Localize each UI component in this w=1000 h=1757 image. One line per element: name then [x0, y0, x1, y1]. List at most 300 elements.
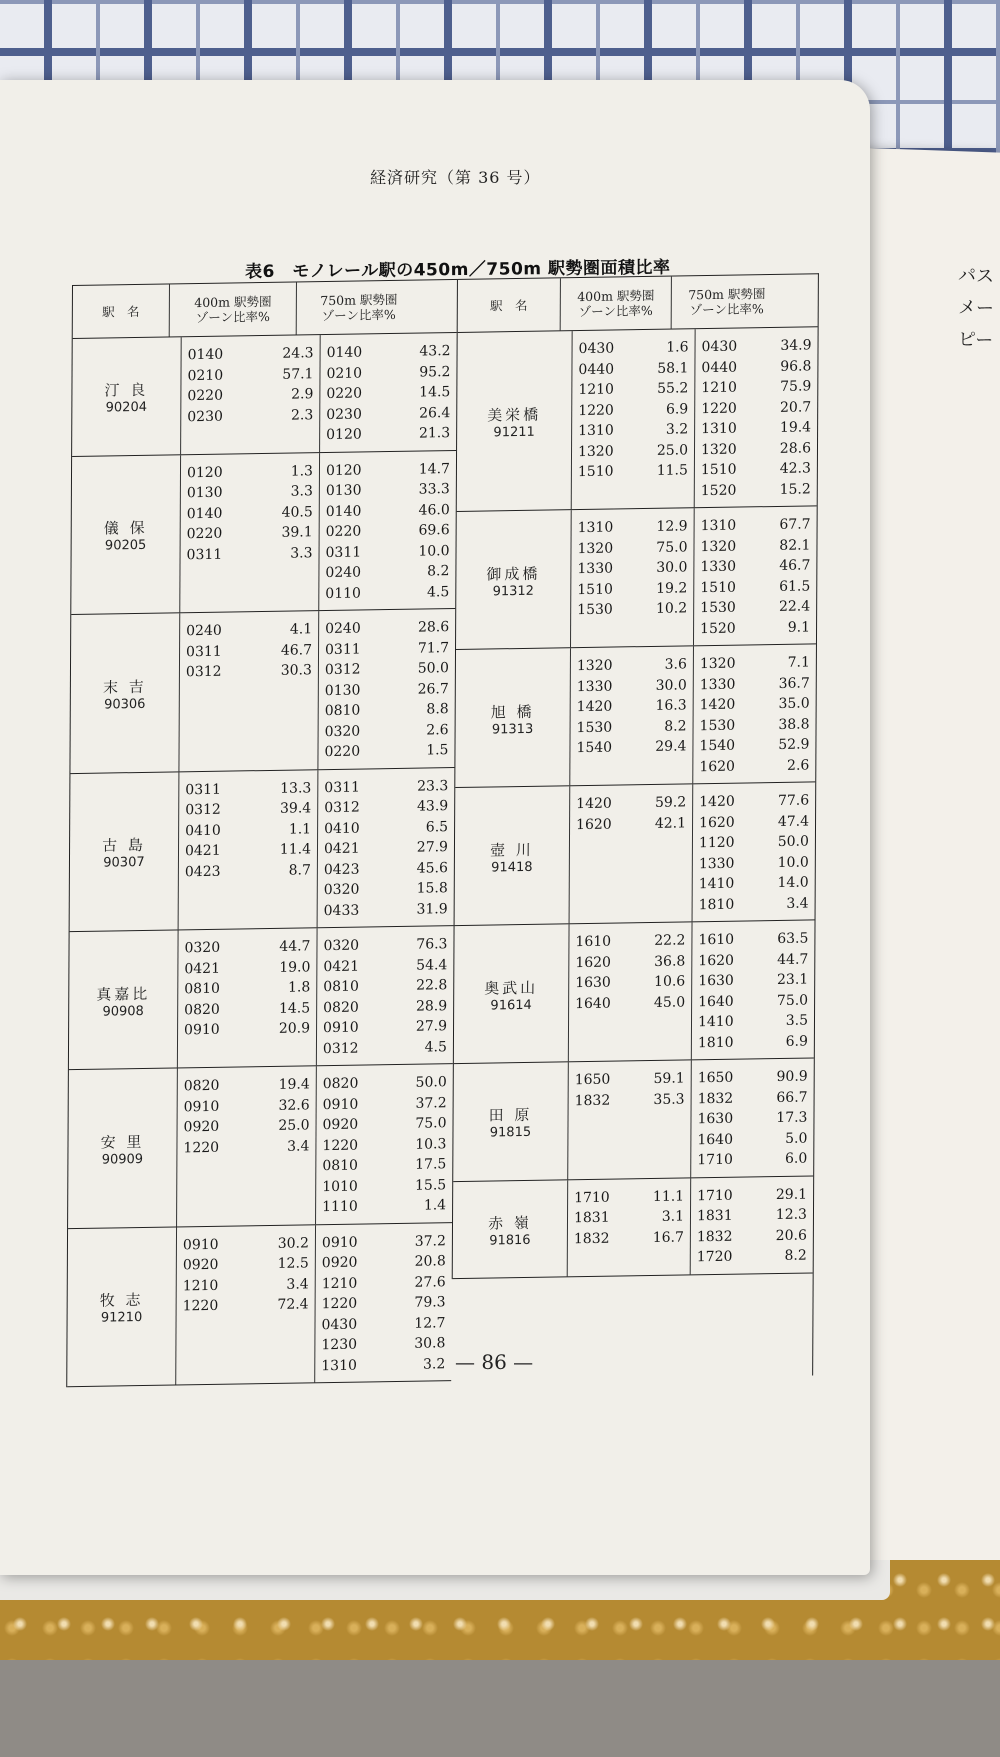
station-name: 旭 橋 — [490, 702, 535, 721]
zone-ratio-line — [699, 852, 809, 874]
zone-code: 1610 — [575, 933, 612, 951]
zone-code: 1640 — [698, 993, 734, 1010]
zone-code: 1832 — [696, 1228, 733, 1245]
zone-code: 1540 — [576, 739, 613, 757]
zone-percent: 23.1 — [777, 971, 809, 989]
zone-ratio-line — [184, 1018, 310, 1040]
zone-percent: 20.8 — [414, 1253, 446, 1270]
zone-code: 0140 — [187, 346, 224, 364]
zone-code: 0423 — [184, 863, 221, 880]
zone-code: 0140 — [326, 344, 363, 362]
zone-ratio-line — [187, 522, 313, 544]
zone-code: 0120 — [325, 461, 362, 479]
zone-percent: 76.3 — [416, 936, 448, 953]
zone-percent: 36.7 — [778, 674, 810, 692]
zone-percent: 26.4 — [419, 404, 451, 422]
zone-percent: 3.2 — [422, 1355, 446, 1373]
zone-percent: 30.2 — [277, 1234, 309, 1252]
zone-code: 1630 — [698, 972, 734, 990]
zone-code: 0311 — [186, 546, 223, 563]
running-head: 経済研究（第 36 号） — [370, 168, 541, 187]
zone-percent: 52.9 — [778, 736, 810, 753]
zone-code: 0421 — [184, 842, 221, 860]
zone-percent: 77.6 — [777, 792, 810, 809]
zone750-cell — [319, 333, 457, 452]
zone-code: 0120 — [186, 464, 223, 481]
zone-ratio-line — [574, 1207, 684, 1229]
background-floor — [0, 1660, 1000, 1757]
zone-ratio-line — [184, 957, 310, 979]
zone-code: 0240 — [325, 620, 361, 638]
zone-ratio-line — [700, 652, 810, 674]
header-zone750 — [671, 275, 782, 329]
zone-percent: 19.0 — [279, 958, 311, 976]
zone-code: 0410 — [185, 822, 221, 839]
zone-percent: 1.6 — [666, 339, 689, 356]
zone-ratio-line — [698, 1087, 808, 1109]
zone-percent: 32.6 — [278, 1096, 310, 1114]
zone-ratio-line — [325, 720, 449, 742]
zone-percent: 1.1 — [288, 820, 312, 838]
station-name: 牧 志 — [99, 1291, 144, 1310]
zone-ratio-line — [324, 837, 448, 859]
zone-percent: 27.9 — [415, 1018, 448, 1035]
zone-ratio-line — [579, 337, 689, 359]
zone-percent: 3.4 — [287, 1137, 310, 1155]
next-page-edge — [850, 147, 1000, 1572]
table-frame — [66, 273, 819, 1387]
zone-ratio-line — [322, 1134, 446, 1156]
zone-ratio-line — [324, 878, 448, 900]
zone-ratio-line — [700, 596, 810, 618]
zone750-cell — [314, 1223, 452, 1383]
zone-ratio-line — [186, 619, 312, 641]
zone750-cell — [692, 644, 816, 783]
zone-code: 0421 — [323, 840, 360, 858]
zone-code: 1330 — [576, 678, 613, 695]
zone-code: 1420 — [576, 795, 612, 813]
zone-percent: 43.9 — [416, 798, 449, 815]
zone-percent: 10.3 — [415, 1135, 447, 1153]
zone-code: 0320 — [323, 881, 360, 899]
zone-code: 1710 — [574, 1189, 610, 1206]
zone-ratio-line — [327, 341, 451, 363]
zone-percent: 2.6 — [787, 756, 810, 774]
zone400-cell — [571, 329, 695, 509]
page-number: — 86 — — [455, 1350, 534, 1374]
zone-code: 1640 — [697, 1131, 734, 1148]
zone-percent: 45.6 — [416, 859, 448, 877]
zone-code: 0810 — [323, 978, 359, 996]
zone-code: 0820 — [183, 1077, 220, 1095]
zone-code: 0312 — [185, 801, 221, 819]
zone-ratio-line — [323, 996, 447, 1018]
zone-ratio-line — [576, 813, 686, 835]
zone-ratio-line — [700, 576, 810, 598]
zone-percent: 15.2 — [779, 480, 811, 498]
zone-ratio-line — [187, 461, 313, 483]
zone-percent: 10.0 — [777, 853, 809, 871]
zone-percent: 63.5 — [777, 930, 809, 948]
zone-code: 1220 — [321, 1295, 358, 1313]
zone-percent: 19.4 — [278, 1076, 310, 1093]
zone-code: 1510 — [700, 579, 736, 596]
table-row — [455, 782, 816, 926]
zone-code: 0230 — [326, 405, 362, 423]
table-row — [455, 644, 816, 788]
zone-code: 1420 — [576, 698, 613, 716]
zone-code: 0430 — [321, 1316, 358, 1333]
zone-code: 0130 — [324, 682, 361, 699]
zone-code: 0130 — [186, 484, 223, 502]
zone-percent: 4.1 — [289, 621, 313, 638]
zone-percent: 75.0 — [656, 538, 688, 556]
zone-percent: 57.1 — [282, 365, 314, 383]
zone-code: 0312 — [185, 663, 222, 681]
zone-ratio-line — [575, 1068, 685, 1090]
zone-ratio-line — [322, 1154, 446, 1176]
zone-percent: 2.9 — [291, 386, 314, 403]
zone-code: 1831 — [696, 1207, 733, 1225]
zone-percent: 61.5 — [779, 577, 811, 595]
zone400-cell — [569, 784, 693, 923]
station-name: 壺 川 — [490, 840, 534, 860]
station-name: 末 吉 — [102, 677, 147, 697]
zone-percent: 12.5 — [277, 1255, 309, 1272]
zone750-cell — [317, 609, 455, 769]
station-name: 御成橋 — [486, 564, 541, 584]
zone-code: 1420 — [699, 793, 735, 811]
zone-ratio-line — [577, 695, 687, 717]
zone-percent: 9.1 — [787, 618, 811, 636]
zone-percent: 14.7 — [418, 460, 451, 478]
zone-percent: 75.9 — [780, 378, 812, 395]
zone-percent: 1.4 — [423, 1197, 447, 1214]
station-name: 赤 嶺 — [488, 1213, 532, 1233]
zone-code: 0440 — [578, 360, 615, 378]
zone400-cell — [568, 922, 692, 1061]
zone-ratio-line — [326, 459, 450, 481]
zone-ratio-line — [323, 1093, 447, 1115]
zone-percent: 66.7 — [776, 1089, 808, 1106]
zone400-cell — [179, 453, 319, 613]
zone-ratio-line — [326, 500, 450, 522]
zone-ratio-line — [697, 1149, 807, 1171]
zone-code: 1320 — [577, 540, 614, 557]
zone-ratio-line — [325, 658, 449, 680]
station-name: 真嘉比 — [96, 984, 151, 1004]
zone-code: 1330 — [699, 676, 736, 693]
zone-percent: 19.4 — [779, 419, 812, 436]
zone-ratio-line — [325, 582, 449, 604]
zone-ratio-line — [183, 1136, 309, 1158]
zone-code: 1330 — [700, 558, 737, 576]
zone-code: 0140 — [186, 505, 223, 522]
station-name: 古 島 — [102, 836, 146, 855]
station-code: 90204 — [105, 400, 148, 416]
zone-code: 1320 — [576, 657, 613, 675]
zone-percent: 45.0 — [653, 993, 686, 1011]
zone-ratio-line — [697, 1108, 807, 1130]
zone-ratio-line — [574, 1227, 684, 1249]
zone-code: 1510 — [577, 581, 613, 598]
zone-percent: 29.1 — [775, 1186, 808, 1203]
zone-code: 1650 — [697, 1069, 734, 1087]
table-row — [70, 768, 455, 933]
zone-ratio-line — [322, 1251, 446, 1273]
zone-percent: 36.8 — [654, 952, 686, 970]
zone-ratio-line — [577, 675, 687, 697]
zone-ratio-line — [184, 1095, 310, 1117]
next-page-text: パス — [958, 265, 994, 288]
zone-percent: 11.5 — [656, 462, 688, 479]
zone-percent: 46.7 — [779, 557, 811, 574]
zone-ratio-line — [577, 598, 687, 620]
zone-ratio-line — [578, 399, 688, 421]
zone750-cell — [693, 506, 817, 645]
zone-percent: 22.8 — [416, 977, 448, 994]
zone-code: 1630 — [575, 974, 611, 992]
zone-ratio-line — [186, 660, 312, 682]
zone-percent: 79.3 — [414, 1294, 446, 1311]
next-page-text: メー — [958, 297, 994, 320]
zone-code: 1810 — [698, 896, 735, 913]
zone-percent: 8.8 — [426, 701, 449, 718]
zone-percent: 6.9 — [785, 1033, 808, 1050]
zone400-cell — [175, 1225, 315, 1385]
zone-ratio-line — [697, 1246, 807, 1268]
zone-percent: 26.7 — [417, 680, 449, 698]
zone-ratio-line — [575, 930, 685, 952]
zone-percent: 25.0 — [656, 441, 689, 459]
zone-percent: 3.1 — [661, 1208, 685, 1225]
station-cell — [71, 455, 180, 614]
zone-percent: 54.4 — [416, 956, 448, 974]
station-name: 儀 保 — [103, 519, 148, 538]
zone-percent: 19.2 — [656, 579, 688, 597]
zone-code: 0910 — [182, 1236, 219, 1253]
zone400-cell — [569, 646, 693, 785]
zone-ratio-line — [577, 716, 687, 738]
zone-code: 1310 — [577, 519, 614, 537]
zone-ratio-line — [325, 561, 449, 583]
zone-percent: 12.9 — [656, 518, 688, 535]
zone-percent: 17.3 — [776, 1109, 808, 1127]
zone-code: 1230 — [321, 1336, 358, 1354]
zone-code: 1110 — [322, 1198, 358, 1216]
zone-code: 0311 — [324, 641, 361, 658]
zone-ratio-line — [698, 990, 808, 1012]
zone-ratio-line — [188, 343, 314, 365]
zone-code: 1510 — [577, 463, 614, 481]
zone-percent: 34.9 — [780, 337, 812, 354]
table-row — [453, 1058, 814, 1181]
zone-code: 0910 — [323, 1019, 359, 1037]
zone-percent: 28.6 — [779, 439, 812, 457]
zone-ratio-line — [326, 520, 450, 542]
zone-percent: 29.4 — [655, 738, 687, 755]
zone-ratio-line — [187, 502, 313, 524]
zone-percent: 50.0 — [777, 833, 809, 850]
zone-ratio-line — [184, 1074, 310, 1096]
zone-percent: 95.2 — [419, 363, 451, 381]
station-cell — [68, 1068, 177, 1227]
zone-ratio-line — [701, 479, 811, 501]
zone-code: 1710 — [697, 1151, 733, 1169]
zone-code: 1810 — [697, 1034, 734, 1051]
zone-percent: 6.0 — [784, 1150, 808, 1167]
zone-percent: 3.5 — [785, 1012, 809, 1029]
zone-percent: 24.3 — [282, 345, 314, 362]
header-station: 駅 名 — [490, 297, 528, 313]
zone-code: 0820 — [322, 1075, 359, 1093]
zone-code: 1831 — [573, 1209, 610, 1227]
zone-ratio-line — [699, 872, 809, 894]
zone-code: 1210 — [182, 1277, 219, 1294]
zone-percent: 27.9 — [416, 839, 449, 856]
zone-code: 0312 — [322, 1040, 359, 1057]
zone-code: 0311 — [325, 543, 362, 561]
zone-ratio-line — [185, 778, 311, 800]
zone-percent: 42.1 — [654, 814, 687, 832]
zone-code: 0920 — [182, 1256, 219, 1274]
zone750-cell — [692, 782, 816, 921]
zone-ratio-line — [323, 934, 447, 956]
zone-ratio-line — [321, 1354, 445, 1376]
zone-ratio-line — [698, 1067, 808, 1089]
station-name: 田 原 — [488, 1106, 533, 1125]
station-cell — [453, 1062, 568, 1180]
zone-ratio-line — [183, 1274, 309, 1296]
zone-percent: 30.0 — [655, 676, 687, 694]
station-code: 91815 — [489, 1125, 532, 1141]
station-name: 美栄橋 — [487, 405, 542, 425]
zone400-cell — [567, 1178, 690, 1276]
zone-code: 1540 — [699, 737, 736, 755]
zone-ratio-line — [699, 893, 809, 915]
zone-ratio-line — [699, 831, 809, 853]
header-zone750-line2: ゾーン比率% — [689, 301, 764, 318]
station-code: 90205 — [104, 538, 147, 554]
zone-code: 1832 — [697, 1090, 734, 1107]
station-cell — [72, 337, 181, 455]
zone-percent: 7.1 — [787, 654, 810, 671]
zone-code: 0920 — [321, 1254, 358, 1272]
data-table — [66, 273, 819, 1387]
zone-percent: 6.5 — [425, 818, 449, 836]
zone-code: 0220 — [186, 525, 223, 543]
table-row — [68, 1064, 453, 1229]
zone-percent: 11.4 — [279, 841, 312, 858]
table-row — [69, 926, 454, 1070]
zone-ratio-line — [325, 541, 449, 563]
zone-code: 0410 — [324, 820, 360, 837]
zone-code: 1320 — [577, 443, 614, 460]
zone-percent: 46.7 — [280, 641, 313, 659]
zone-code: 0910 — [184, 1021, 220, 1039]
zone-ratio-line — [701, 458, 811, 480]
zone-code: 1640 — [575, 995, 611, 1012]
zone-percent: 20.7 — [779, 398, 812, 416]
table-header-row — [73, 280, 457, 339]
zone-ratio-line — [184, 977, 310, 999]
zone-percent: 3.3 — [290, 483, 313, 500]
zone-percent: 14.0 — [777, 874, 809, 891]
zone-ratio-line — [699, 755, 809, 777]
zone-code: 1620 — [576, 816, 612, 833]
header-zone400-line1: 400m 駅勢圏 — [577, 287, 655, 305]
zone-code: 0230 — [187, 408, 223, 425]
zone-code: 1610 — [698, 931, 735, 949]
header-zone400 — [560, 277, 671, 331]
zone-ratio-line — [701, 397, 811, 419]
zone-code: 0820 — [184, 1001, 220, 1018]
zone-ratio-line — [701, 376, 811, 398]
zone-code: 0910 — [321, 1234, 358, 1251]
zone-ratio-line — [576, 736, 686, 758]
station-code: 91614 — [490, 997, 532, 1014]
zone-code: 1220 — [182, 1297, 219, 1315]
table-row — [457, 327, 818, 512]
zone400-cell — [177, 928, 317, 1067]
zone-code: 0810 — [324, 702, 361, 720]
station-name: 安 里 — [100, 1132, 145, 1152]
zone-ratio-line — [578, 460, 688, 482]
zone-code: 0140 — [325, 502, 362, 520]
table-row — [71, 450, 456, 615]
zone-code: 0421 — [184, 960, 221, 977]
zone-ratio-line — [323, 1037, 447, 1059]
zone-percent: 33.3 — [418, 481, 450, 498]
station-code: 91313 — [491, 721, 534, 737]
zone-code: 0240 — [325, 564, 362, 582]
header-zone400-line1: 400m 駅勢圏 — [194, 293, 272, 311]
zone-code: 0110 — [325, 584, 362, 602]
zone-percent: 16.7 — [652, 1229, 684, 1246]
station-code: 90908 — [102, 1003, 144, 1020]
zone-code: 1410 — [697, 1013, 734, 1031]
zone-code: 0210 — [187, 367, 224, 384]
zone-code: 0220 — [187, 387, 224, 405]
zone-code: 1650 — [574, 1071, 611, 1089]
table-row — [67, 1223, 452, 1388]
zone-ratio-line — [185, 798, 311, 820]
zone-ratio-line — [701, 514, 811, 536]
table-row — [70, 609, 455, 774]
zone-code: 1530 — [699, 717, 736, 734]
zone-ratio-line — [578, 419, 688, 441]
header-zone750-line1: 750m 駅勢圏 — [320, 291, 398, 309]
zone-code: 1630 — [697, 1110, 734, 1128]
zone-percent: 2.3 — [290, 406, 314, 424]
zone-percent: 6.9 — [665, 400, 689, 418]
zone-ratio-line — [697, 1128, 807, 1150]
zone-ratio-line — [697, 1205, 807, 1227]
station-code: 90307 — [103, 855, 145, 871]
table-left-half — [67, 280, 457, 1387]
zone-ratio-line — [574, 1186, 684, 1208]
station-code: 90306 — [104, 696, 146, 713]
zone-ratio-line — [577, 578, 687, 600]
zone-percent: 40.5 — [281, 503, 313, 521]
zone400-cell — [176, 1066, 316, 1226]
zone-ratio-line — [699, 734, 809, 756]
zone-ratio-line — [183, 1253, 309, 1275]
station-name: 汀 良 — [104, 381, 149, 400]
zone-ratio-line — [326, 423, 450, 445]
zone-code: 1530 — [577, 601, 613, 619]
zone-code: 1310 — [578, 422, 614, 440]
